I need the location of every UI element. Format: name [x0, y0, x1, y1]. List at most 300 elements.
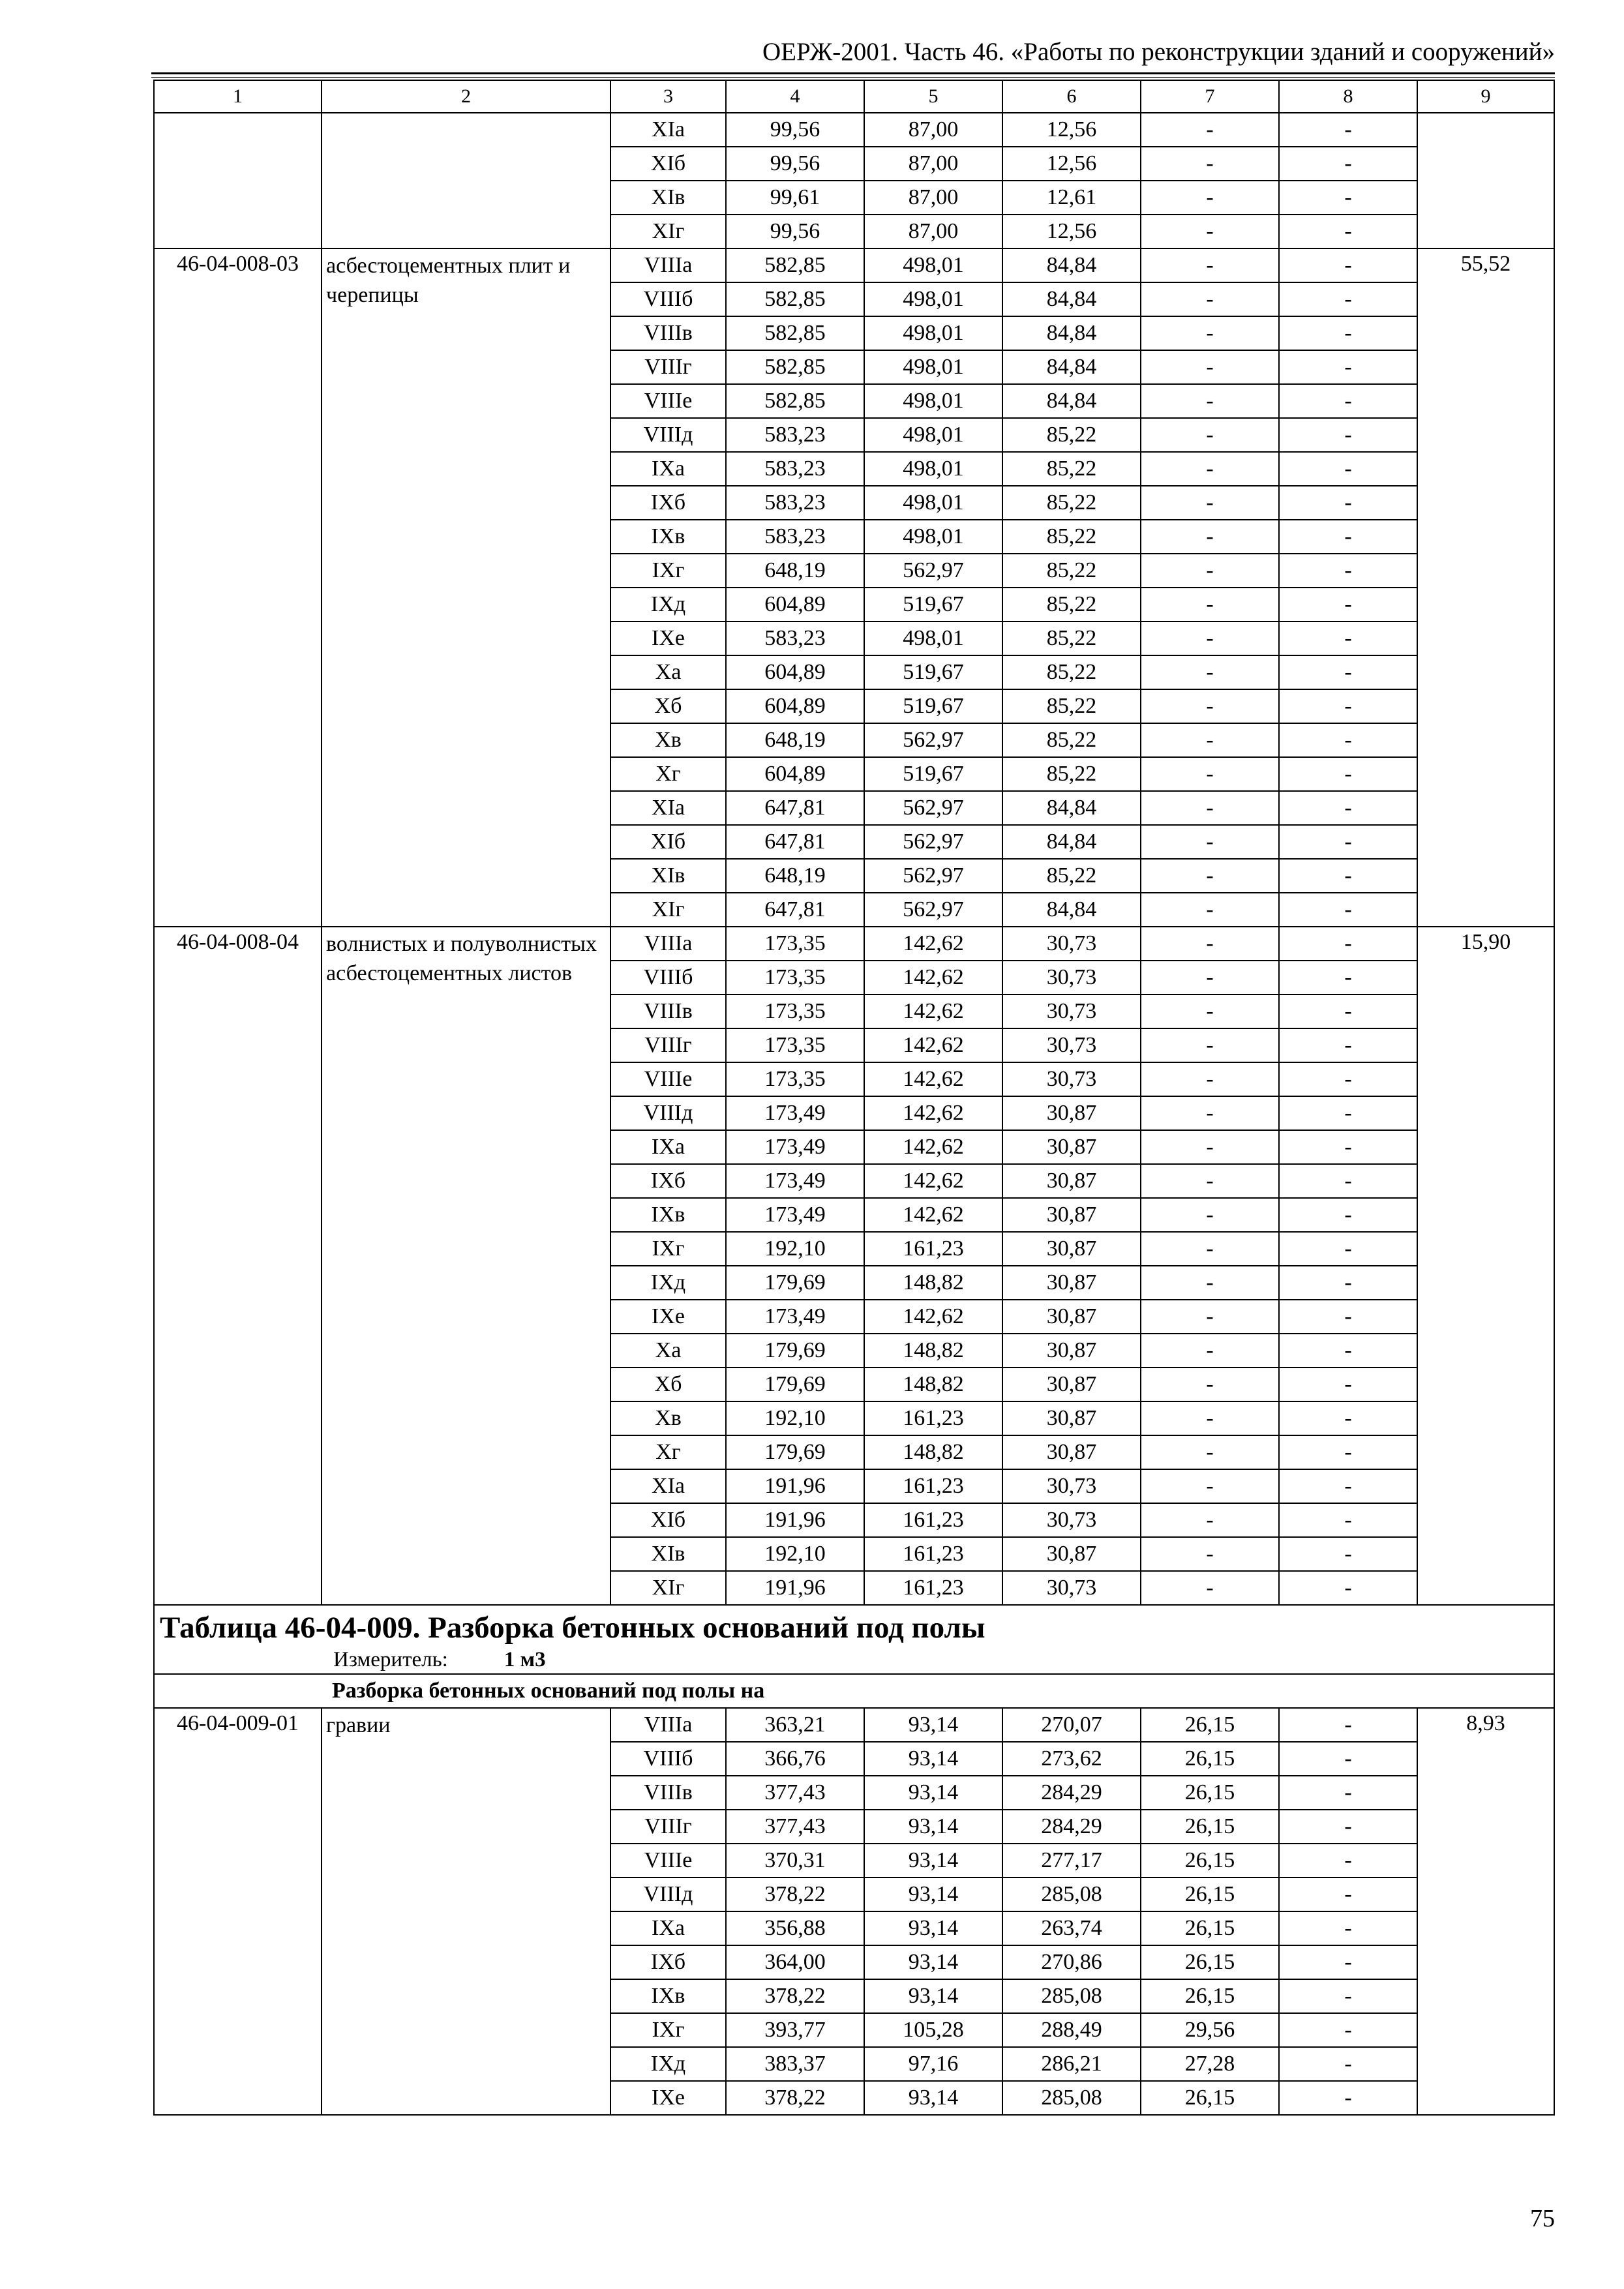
value-cell: - [1279, 282, 1417, 316]
value-cell: 12,56 [1002, 215, 1141, 248]
value-cell: 85,22 [1002, 452, 1141, 486]
value-cell: 26,15 [1141, 2081, 1279, 2115]
rate-code [154, 113, 322, 248]
value-cell: - [1279, 1945, 1417, 1979]
value-cell: 85,22 [1002, 621, 1141, 655]
value-cell: - [1279, 1028, 1417, 1062]
value-cell: 285,08 [1002, 2081, 1141, 2115]
value-cell: 161,23 [864, 1571, 1002, 1605]
meter-label: Измеритель: [333, 1648, 448, 1671]
running-header: ОЕРЖ-2001. Часть 46. «Работы по реконструкции зданий и сооружений» [762, 38, 1555, 66]
zone-cell: IXг [610, 554, 726, 588]
zone-cell: VIIIа [610, 927, 726, 961]
value-cell: - [1279, 113, 1417, 147]
value-cell: 105,28 [864, 2013, 1002, 2047]
value-cell: 263,74 [1002, 1911, 1141, 1945]
value-cell: 179,69 [726, 1334, 864, 1368]
value-cell: 26,15 [1141, 1844, 1279, 1878]
value-cell: - [1141, 316, 1279, 350]
value-cell: 284,29 [1002, 1776, 1141, 1810]
column-number: 4 [726, 80, 864, 113]
value-cell: 647,81 [726, 825, 864, 859]
value-cell: 26,15 [1141, 1776, 1279, 1810]
value-cell: 393,77 [726, 2013, 864, 2047]
value-cell: 285,08 [1002, 1979, 1141, 2013]
zone-cell: Xг [610, 757, 726, 791]
table2-body [154, 1708, 1554, 2115]
value-cell: 498,01 [864, 350, 1002, 384]
value-cell: - [1279, 2013, 1417, 2047]
value-cell: 161,23 [864, 1232, 1002, 1266]
column-number: 2 [322, 80, 610, 113]
value-cell: - [1141, 655, 1279, 689]
value-cell: 363,21 [726, 1708, 864, 1742]
value-cell: 97,16 [864, 2047, 1002, 2081]
value-cell: 93,14 [864, 1776, 1002, 1810]
zone-cell: Xа [610, 1334, 726, 1368]
value-cell: - [1279, 1062, 1417, 1096]
value-cell: 519,67 [864, 655, 1002, 689]
value-cell: 148,82 [864, 1368, 1002, 1401]
value-cell: - [1279, 859, 1417, 893]
work-name: гравии [322, 1708, 610, 2115]
value-cell: 87,00 [864, 215, 1002, 248]
value-cell: - [1141, 1096, 1279, 1130]
value-cell: 30,87 [1002, 1096, 1141, 1130]
value-cell: - [1141, 995, 1279, 1028]
zone-cell: VIIIг [610, 1810, 726, 1844]
value-cell: 85,22 [1002, 859, 1141, 893]
value-cell: - [1279, 927, 1417, 961]
value-cell: - [1141, 1300, 1279, 1334]
zone-cell: XIг [610, 893, 726, 927]
table-body [154, 80, 1554, 1605]
value-cell: 85,22 [1002, 588, 1141, 621]
value-cell: - [1141, 282, 1279, 316]
value-cell: 12,56 [1002, 147, 1141, 181]
value-cell: 85,22 [1002, 418, 1141, 452]
value-cell: 356,88 [726, 1911, 864, 1945]
value-cell: 84,84 [1002, 893, 1141, 927]
zone-cell: VIIIд [610, 1096, 726, 1130]
column-number: 8 [1279, 80, 1417, 113]
value-cell: 378,22 [726, 1878, 864, 1911]
meter-value: 1 м3 [504, 1648, 546, 1671]
value-cell: - [1141, 588, 1279, 621]
column-number: 9 [1417, 80, 1554, 113]
value-cell: - [1141, 1028, 1279, 1062]
value-cell: - [1279, 1571, 1417, 1605]
value-cell: 30,73 [1002, 927, 1141, 961]
zone-cell: IXд [610, 1266, 726, 1300]
zone-cell: IXг [610, 1232, 726, 1266]
zone-cell: VIIIд [610, 1878, 726, 1911]
value-cell: - [1141, 893, 1279, 927]
value-cell: 29,56 [1141, 2013, 1279, 2047]
value-cell: 378,22 [726, 1979, 864, 2013]
value-cell: - [1279, 1232, 1417, 1266]
value-cell: 498,01 [864, 486, 1002, 520]
value-cell: 161,23 [864, 1537, 1002, 1571]
value-cell: 142,62 [864, 995, 1002, 1028]
value-cell: - [1279, 1911, 1417, 1945]
value-cell: 30,87 [1002, 1266, 1141, 1300]
value-cell: 85,22 [1002, 689, 1141, 723]
value-cell: - [1141, 621, 1279, 655]
value-cell: 173,49 [726, 1164, 864, 1198]
value-cell: 604,89 [726, 757, 864, 791]
labor-cost-cell: 55,52 [1417, 248, 1554, 927]
value-cell: 84,84 [1002, 316, 1141, 350]
zone-cell: XIб [610, 147, 726, 181]
value-cell: 562,97 [864, 554, 1002, 588]
value-cell: 582,85 [726, 248, 864, 282]
table2-title-cell [154, 1605, 1554, 1674]
zone-cell: XIв [610, 1537, 726, 1571]
value-cell: 583,23 [726, 520, 864, 554]
value-cell: - [1279, 1979, 1417, 2013]
zone-cell: IXа [610, 452, 726, 486]
value-cell: 148,82 [864, 1334, 1002, 1368]
zone-cell: XIа [610, 113, 726, 147]
value-cell: 364,00 [726, 1945, 864, 1979]
column-number: 1 [154, 80, 322, 113]
value-cell: - [1279, 181, 1417, 215]
value-cell: 99,56 [726, 113, 864, 147]
zone-cell: Xб [610, 1368, 726, 1401]
value-cell: 30,87 [1002, 1130, 1141, 1164]
value-cell: 30,73 [1002, 1503, 1141, 1537]
value-cell: 30,87 [1002, 1164, 1141, 1198]
value-cell: 562,97 [864, 723, 1002, 757]
value-cell: 582,85 [726, 316, 864, 350]
value-cell: 270,07 [1002, 1708, 1141, 1742]
value-cell: - [1279, 316, 1417, 350]
value-cell: 142,62 [864, 927, 1002, 961]
value-cell: - [1141, 1062, 1279, 1096]
zone-cell: Xа [610, 655, 726, 689]
value-cell: 93,14 [864, 1878, 1002, 1911]
zone-cell: IXд [610, 588, 726, 621]
zone-cell: IXв [610, 1979, 726, 2013]
value-cell: - [1279, 588, 1417, 621]
table-row [154, 1708, 1554, 1742]
value-cell: 582,85 [726, 350, 864, 384]
zone-cell: VIIIв [610, 316, 726, 350]
value-cell: 26,15 [1141, 1945, 1279, 1979]
value-cell: 161,23 [864, 1503, 1002, 1537]
value-cell: 370,31 [726, 1844, 864, 1878]
table2-subheading: Разборка бетонных оснований под полы на [154, 1674, 1554, 1708]
value-cell: 192,10 [726, 1537, 864, 1571]
value-cell: - [1141, 248, 1279, 282]
value-cell: - [1279, 1537, 1417, 1571]
value-cell: - [1141, 1232, 1279, 1266]
value-cell: 26,15 [1141, 1911, 1279, 1945]
value-cell: 99,56 [726, 215, 864, 248]
value-cell: - [1279, 655, 1417, 689]
value-cell: 93,14 [864, 1945, 1002, 1979]
value-cell: 142,62 [864, 1130, 1002, 1164]
value-cell: - [1141, 418, 1279, 452]
value-cell: 604,89 [726, 655, 864, 689]
value-cell: - [1141, 961, 1279, 995]
value-cell: - [1279, 621, 1417, 655]
value-cell: 148,82 [864, 1266, 1002, 1300]
zone-cell: XIг [610, 215, 726, 248]
value-cell: 84,84 [1002, 350, 1141, 384]
value-cell: 173,49 [726, 1198, 864, 1232]
value-cell: 30,87 [1002, 1368, 1141, 1401]
table-row [154, 113, 1554, 147]
value-cell: - [1141, 350, 1279, 384]
value-cell: - [1279, 418, 1417, 452]
zone-cell: IXб [610, 1164, 726, 1198]
value-cell: 378,22 [726, 2081, 864, 2115]
value-cell: 142,62 [864, 1062, 1002, 1096]
value-cell: - [1141, 689, 1279, 723]
zone-cell: VIIIе [610, 1844, 726, 1878]
value-cell: - [1279, 825, 1417, 859]
value-cell: - [1141, 825, 1279, 859]
work-name: волнистых и полуволнистых асбестоцементных листов [322, 927, 610, 1605]
value-cell: - [1279, 384, 1417, 418]
table2-header [154, 1605, 1554, 1708]
value-cell: - [1141, 147, 1279, 181]
value-cell: - [1141, 1435, 1279, 1469]
value-cell: 519,67 [864, 757, 1002, 791]
zone-cell: XIв [610, 181, 726, 215]
value-cell: 583,23 [726, 621, 864, 655]
value-cell: 84,84 [1002, 825, 1141, 859]
value-cell: 12,56 [1002, 113, 1141, 147]
zone-cell: IXв [610, 520, 726, 554]
zone-cell: VIIIа [610, 248, 726, 282]
value-cell: 85,22 [1002, 757, 1141, 791]
value-cell: 93,14 [864, 2081, 1002, 2115]
value-cell: - [1279, 1810, 1417, 1844]
labor-cost-cell: 15,90 [1417, 927, 1554, 1605]
value-cell: - [1141, 927, 1279, 961]
zone-cell: IXд [610, 2047, 726, 2081]
value-cell: - [1279, 1096, 1417, 1130]
value-cell: - [1279, 215, 1417, 248]
value-cell: - [1279, 452, 1417, 486]
value-cell: - [1141, 486, 1279, 520]
zone-cell: XIа [610, 1469, 726, 1503]
value-cell: 519,67 [864, 588, 1002, 621]
value-cell: 142,62 [864, 1300, 1002, 1334]
value-cell: - [1141, 1537, 1279, 1571]
value-cell: 173,35 [726, 995, 864, 1028]
value-cell: - [1279, 554, 1417, 588]
value-cell: - [1141, 1198, 1279, 1232]
value-cell: - [1141, 1266, 1279, 1300]
value-cell: 173,49 [726, 1130, 864, 1164]
value-cell: 383,37 [726, 2047, 864, 2081]
zone-cell: VIIIд [610, 418, 726, 452]
value-cell: 27,28 [1141, 2047, 1279, 2081]
value-cell: 179,69 [726, 1368, 864, 1401]
value-cell: 270,86 [1002, 1945, 1141, 1979]
header-rule-thin [151, 77, 1555, 78]
value-cell: - [1141, 384, 1279, 418]
value-cell: - [1141, 1469, 1279, 1503]
value-cell: 142,62 [864, 1198, 1002, 1232]
value-cell: 26,15 [1141, 1979, 1279, 2013]
zone-cell: VIIIб [610, 961, 726, 995]
value-cell: 93,14 [864, 1742, 1002, 1776]
value-cell: 30,73 [1002, 1469, 1141, 1503]
zone-cell: XIб [610, 1503, 726, 1537]
value-cell: 30,87 [1002, 1401, 1141, 1435]
value-cell: 179,69 [726, 1266, 864, 1300]
value-cell: 273,62 [1002, 1742, 1141, 1776]
value-cell: 99,61 [726, 181, 864, 215]
value-cell: 377,43 [726, 1776, 864, 1810]
value-cell: 562,97 [864, 859, 1002, 893]
value-cell: 26,15 [1141, 1810, 1279, 1844]
value-cell: 30,87 [1002, 1334, 1141, 1368]
value-cell: - [1141, 215, 1279, 248]
zone-cell: IXа [610, 1130, 726, 1164]
column-number: 6 [1002, 80, 1141, 113]
value-cell: 142,62 [864, 961, 1002, 995]
value-cell: 173,49 [726, 1300, 864, 1334]
value-cell: 84,84 [1002, 282, 1141, 316]
value-cell: 648,19 [726, 859, 864, 893]
value-cell: 30,87 [1002, 1300, 1141, 1334]
value-cell: 562,97 [864, 825, 1002, 859]
page-number: 75 [1530, 2205, 1555, 2232]
value-cell: 192,10 [726, 1401, 864, 1435]
column-number: 3 [610, 80, 726, 113]
value-cell: 85,22 [1002, 554, 1141, 588]
value-cell: 26,15 [1141, 1742, 1279, 1776]
zone-cell: IXг [610, 2013, 726, 2047]
value-cell: 30,87 [1002, 1435, 1141, 1469]
column-number: 5 [864, 80, 1002, 113]
value-cell: 30,73 [1002, 995, 1141, 1028]
value-cell: 583,23 [726, 418, 864, 452]
value-cell: - [1141, 1368, 1279, 1401]
rate-code: 46-04-008-04 [154, 927, 322, 1605]
value-cell: 30,87 [1002, 1232, 1141, 1266]
value-cell: - [1279, 248, 1417, 282]
value-cell: 85,22 [1002, 723, 1141, 757]
value-cell: 648,19 [726, 723, 864, 757]
value-cell: 173,35 [726, 1062, 864, 1096]
value-cell: - [1279, 689, 1417, 723]
zone-cell: XIа [610, 791, 726, 825]
work-name: асбестоцементных плит и черепицы [322, 248, 610, 927]
value-cell: 277,17 [1002, 1844, 1141, 1878]
value-cell: 191,96 [726, 1469, 864, 1503]
value-cell: 26,15 [1141, 1708, 1279, 1742]
value-cell: - [1279, 2047, 1417, 2081]
zone-cell: VIIIе [610, 384, 726, 418]
value-cell: - [1141, 181, 1279, 215]
value-cell: - [1279, 2081, 1417, 2115]
value-cell: 498,01 [864, 384, 1002, 418]
value-cell: - [1279, 723, 1417, 757]
value-cell: 87,00 [864, 181, 1002, 215]
labor-cost-cell [1417, 113, 1554, 248]
value-cell: 148,82 [864, 1435, 1002, 1469]
value-cell: 562,97 [864, 791, 1002, 825]
value-cell: - [1141, 791, 1279, 825]
rate-code: 46-04-008-03 [154, 248, 322, 927]
value-cell: 498,01 [864, 452, 1002, 486]
value-cell: - [1279, 147, 1417, 181]
value-cell: 93,14 [864, 1708, 1002, 1742]
table-row [154, 927, 1554, 961]
value-cell: - [1279, 1844, 1417, 1878]
value-cell: - [1141, 1503, 1279, 1537]
value-cell: 173,35 [726, 1028, 864, 1062]
zone-cell: IXв [610, 1198, 726, 1232]
value-cell: 498,01 [864, 282, 1002, 316]
value-cell: 647,81 [726, 791, 864, 825]
value-cell: 30,73 [1002, 1062, 1141, 1096]
value-cell: 93,14 [864, 1979, 1002, 2013]
value-cell: 173,35 [726, 961, 864, 995]
labor-cost-cell: 8,93 [1417, 1708, 1554, 2115]
value-cell: - [1279, 995, 1417, 1028]
value-cell: 30,87 [1002, 1537, 1141, 1571]
value-cell: 191,96 [726, 1571, 864, 1605]
zone-cell: VIIIб [610, 282, 726, 316]
value-cell: 498,01 [864, 316, 1002, 350]
value-cell: 93,14 [864, 1911, 1002, 1945]
value-cell: 191,96 [726, 1503, 864, 1537]
value-cell: - [1279, 350, 1417, 384]
rate-code: 46-04-009-01 [154, 1708, 322, 2115]
value-cell: 519,67 [864, 689, 1002, 723]
value-cell: - [1141, 1334, 1279, 1368]
value-cell: 85,22 [1002, 486, 1141, 520]
value-cell: 377,43 [726, 1810, 864, 1844]
value-cell: 93,14 [864, 1844, 1002, 1878]
value-cell: 161,23 [864, 1469, 1002, 1503]
value-cell: - [1279, 1708, 1417, 1742]
column-number-row [154, 80, 1554, 113]
value-cell: - [1141, 452, 1279, 486]
value-cell: 12,61 [1002, 181, 1141, 215]
value-cell: 142,62 [864, 1164, 1002, 1198]
zone-cell: Xв [610, 1401, 726, 1435]
zone-cell: VIIIв [610, 995, 726, 1028]
zone-cell: IXб [610, 486, 726, 520]
value-cell: 498,01 [864, 621, 1002, 655]
value-cell: - [1141, 520, 1279, 554]
value-cell: - [1141, 859, 1279, 893]
value-cell: 192,10 [726, 1232, 864, 1266]
value-cell: 285,08 [1002, 1878, 1141, 1911]
value-cell: 85,22 [1002, 520, 1141, 554]
value-cell: 30,87 [1002, 1198, 1141, 1232]
value-cell: - [1141, 554, 1279, 588]
value-cell: - [1141, 723, 1279, 757]
value-cell: - [1279, 791, 1417, 825]
value-cell: 87,00 [864, 147, 1002, 181]
value-cell: 284,29 [1002, 1810, 1141, 1844]
value-cell: 583,23 [726, 452, 864, 486]
value-cell: - [1141, 1164, 1279, 1198]
zone-cell: IXб [610, 1945, 726, 1979]
value-cell: 30,73 [1002, 961, 1141, 995]
value-cell: 30,73 [1002, 1571, 1141, 1605]
